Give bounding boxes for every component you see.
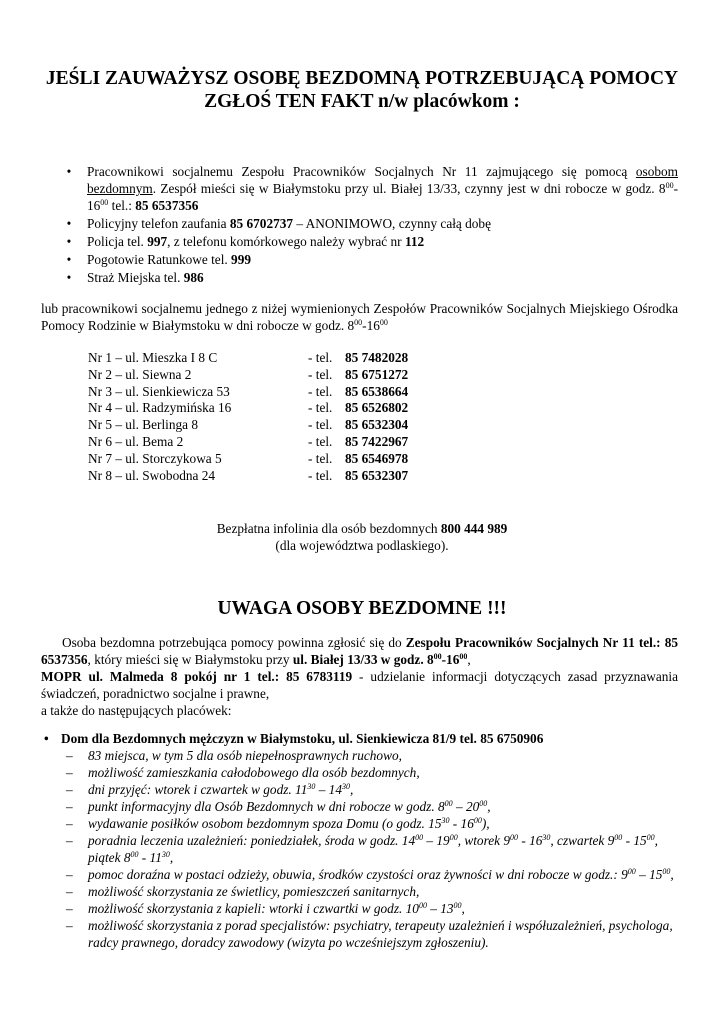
shelter-service-item: – 83 miejsca, w tym 5 dla osób niepełnosprawnych ruchowo, [66,748,402,763]
team-phone: 85 6532304 [345,417,409,433]
team-row: Nr 4 – ul. Radzymińska 16 - tel. 85 6526802 [88,400,409,416]
shelter-section [44,730,678,951]
shelter-service-item: – możliwość skorzystania z kapieli: wtorki i czwartki w godz. $10^{00} - 13^{00}$, [66,901,465,916]
shelter-service-item: – możliwość skorzystania z porad specjalistów: psychiatry, terapeuty uzależnień i współuzależnień, psychologa, radcy prawnego, doradcy zawodowy (wizyta po wcześniejszym zgłoszeniu). [66,918,673,950]
title-line-1: JEŚLI ZAUWAŻYSZ OSOBĘ BEZDOMNĄ POTRZEBUJĄCĄ POMOCY [45,68,679,89]
bullet-icon: • [44,731,49,746]
team-phone: 85 6526802 [345,400,409,416]
bullet-police: • Policja tel. 997, z telefonu komórkowego należy wybrać nr 112 [62,233,678,250]
phone-number: 85 6537356 [135,198,199,213]
homeless-link-text: osobom bezdomnym [87,164,678,196]
phone-number: 112 [404,234,425,249]
team-phone: 85 6538664 [345,383,409,399]
bullet-icon: • [66,234,72,249]
team-row: Nr 5 – ul. Berlinga 8 - tel. 85 6532304 [88,417,409,433]
bullet-icon: • [66,164,72,179]
shelter-service-item: – dni przyjęć: wtorek i czwartek w godz. $11^{30} - 14^{30}$, [66,782,354,797]
bullet-ambulance: • Pogotowie Ratunkowe tel. 999 [62,251,678,268]
shelter-service-item: – pomoc doraźna w postaci odzieży, obuwia, środków czystości oraz żywności w dni robocze w godz.: $9^{00} - 15^{00}$, [66,867,674,882]
bullet-social-worker: • Pracownikowi socjalnemu Zespołu Pracowników Socjalnych Nr 11 zajmującego się pomocą osobom bezdomnym. Zespół mieści się w Białymstoku przy ul. Białej 13/33, czynny jest w dni robocze w godz. $8^{00}-16^{00}$ tel.: 85 6537356 [62,163,678,214]
shelter-service-item: – wydawanie posiłków osobom bezdomnym spoza Domu (o godz. $15^{30} - 16^{00}$), [66,816,490,831]
shelter-heading: • Dom dla Bezdomnych mężczyzn w Białymstoku, ul. Sienkiewicza 81/9 tel. 85 6750906 [44,731,544,746]
bullet-icon: • [66,252,72,267]
team-phone: 85 6751272 [345,366,409,382]
instructions-paragraph: Osoba bezdomna potrzebująca pomocy powinna zgłosić się do Zespołu Pracowników Socjalnych Nr 11 tel.: 85 6537356, który mieści się w Białymstoku przy ul. Białej 13/33 w godz. $8^{00}-16^{00}$, MOPR ul. Malmeda 8 pokój nr 1 tel.: 85 6783119 - udzielanie informacji dotyczących zasad przyznawania świadczeń, poradnictwo socjalne i prawne, a także do następujących placówek: [41,635,679,718]
bullet-icon: • [66,270,72,285]
phone-number: 986 [183,270,204,285]
bullet-icon: • [66,216,72,231]
team-row: Nr 1 – ul. Mieszka I 8 C - tel. 85 7482028 [88,350,409,365]
team-row: Nr 6 – ul. Bema 2 - tel. 85 7422967 [88,433,409,449]
bullet-city-guard: • Straż Miejska tel. 986 [62,269,678,286]
team-phone: 85 6546978 [345,450,409,466]
shelter-service-item: – punkt informacyjny dla Osób Bezdomnych w dni robocze w godz. $8^{00} - 20^{00}$, [66,799,491,814]
team-phone: 85 7422967 [345,433,409,449]
infoline-number: 800 444 989 [440,521,508,536]
shelter-services-list [66,747,678,951]
team-row: Nr 8 – ul. Swobodna 24 - tel. 85 6532307 [88,467,409,483]
infoline: Bezpłatna infolinia dla osób bezdomnych 800 444 989 [216,521,508,536]
shelter-service-item: – możliwość skorzystania ze świetlicy, pomieszczeń sanitarnych, [66,884,420,899]
contact-bullet-list [62,163,678,286]
team-phone: 85 7482028 [345,350,409,365]
mopr-intro-paragraph: lub pracownikowi socjalnemu jednego z niżej wymienionych Zespołów Pracowników Socjalnych Miejskiego Ośrodka Pomocy Rodzinie w Białymstoku w dni robocze w godz. $8^{00}-16^{00}$ [41,301,678,333]
teams-list [88,350,428,484]
phone-number: 999 [231,252,251,267]
infoline-note: (dla województwa podlaskiego). [275,538,449,553]
shelter-service-item: – poradnia leczenia uzależnień: poniedziałek, środa w godz. $14^{00} - 19^{00}$, wtorek $9^{00} - 16^{30}$, czwartek $9^{00} - 15^{00}$, piątek $8^{00} - 11^{30}$, [66,833,658,865]
phone-number: 85 6702737 [229,216,294,231]
warning-heading: UWAGA OSOBY BEZDOMNE !!! [217,598,507,619]
bullet-police-hotline: • Policyjny telefon zaufania 85 6702737 – ANONIMOWO, czynny całą dobę [62,215,678,232]
title-line-2: ZGŁOŚ TEN FAKT n/w placówkom : [204,91,520,112]
team-phone: 85 6532307 [345,467,409,483]
phone-number: 997 [147,234,168,249]
team-row: Nr 2 – ul. Siewna 2 - tel. 85 6751272 [88,366,409,382]
team-row: Nr 3 – ul. Sienkiewicza 53 - tel. 85 6538664 [88,383,409,399]
shelter-service-item: – możliwość zamieszkania całodobowego dla osób bezdomnych, [66,765,420,780]
team-row: Nr 7 – ul. Storczykowa 5 - tel. 85 6546978 [88,450,409,466]
